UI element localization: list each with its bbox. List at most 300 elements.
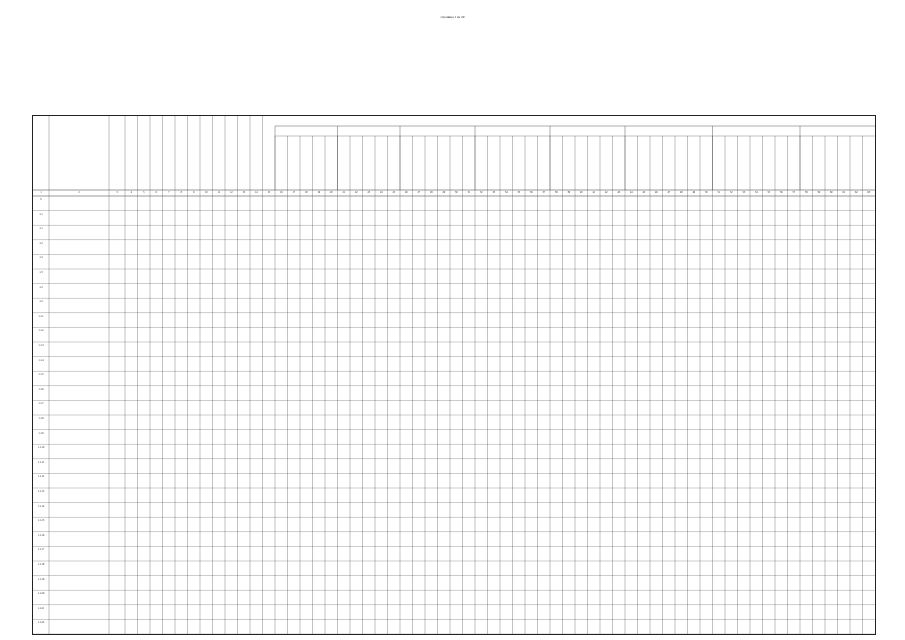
table-cell — [575, 607, 588, 619]
table-cell — [488, 563, 501, 575]
table-cell — [463, 578, 476, 590]
table-cell — [575, 446, 588, 458]
table-cell — [775, 242, 788, 254]
table-cell — [175, 286, 188, 298]
table-cell — [463, 315, 476, 327]
table-cell — [663, 198, 676, 210]
column-number: 1 — [40, 191, 42, 194]
table-cell — [413, 315, 426, 327]
table-cell — [338, 256, 351, 268]
table-cell — [375, 417, 388, 429]
table-cell — [550, 563, 563, 575]
table-cell — [825, 227, 838, 239]
table-cell — [850, 256, 863, 268]
table-cell — [800, 534, 813, 546]
table-cell — [713, 578, 726, 590]
table-cell — [800, 388, 813, 400]
table-cell — [275, 505, 288, 517]
table-cell — [175, 359, 188, 371]
table-cell — [825, 548, 838, 560]
table-cell — [763, 242, 776, 254]
table-cell — [688, 402, 701, 414]
table-cell — [588, 607, 601, 619]
table-cell — [550, 417, 563, 429]
table-cell — [800, 461, 813, 473]
table-cell — [738, 227, 751, 239]
table-cell — [425, 242, 438, 254]
table-cell — [825, 563, 838, 575]
table-cell — [538, 432, 551, 444]
table-cell — [713, 505, 726, 517]
table-cell — [163, 446, 176, 458]
table-cell — [688, 607, 701, 619]
table-cell — [388, 213, 401, 225]
table-cell — [213, 373, 226, 385]
table-cell — [850, 213, 863, 225]
table-cell — [688, 198, 701, 210]
table-cell — [700, 621, 713, 633]
table-cell — [275, 607, 288, 619]
table-cell — [363, 548, 376, 560]
table-cell — [600, 271, 613, 283]
table-cell — [450, 359, 463, 371]
table-cell — [850, 519, 863, 531]
table-cell — [263, 373, 276, 385]
table-cell — [413, 461, 426, 473]
table-cell — [475, 242, 488, 254]
table-cell — [475, 198, 488, 210]
column-header — [788, 136, 801, 190]
table-cell — [600, 534, 613, 546]
table-cell — [213, 417, 226, 429]
column-number: 38 — [554, 191, 558, 194]
table-cell — [138, 563, 151, 575]
table-cell — [138, 402, 151, 414]
table-cell — [813, 198, 826, 210]
table-cell — [863, 432, 876, 444]
table-cell — [650, 256, 663, 268]
table-cell — [163, 198, 176, 210]
table-cell — [738, 373, 751, 385]
table-cell — [200, 534, 213, 546]
table-cell — [350, 417, 363, 429]
table-cell — [200, 519, 213, 531]
table-cell — [138, 242, 151, 254]
table-cell — [363, 344, 376, 356]
table-cell — [563, 505, 576, 517]
table-cell — [700, 256, 713, 268]
table-cell — [325, 344, 338, 356]
table-cell — [838, 563, 851, 575]
row-name — [49, 212, 109, 225]
table-cell — [250, 417, 263, 429]
table-cell — [788, 315, 801, 327]
table-cell — [850, 621, 863, 633]
table-cell — [625, 592, 638, 604]
table-cell — [763, 315, 776, 327]
table-cell — [850, 373, 863, 385]
table-cell — [700, 578, 713, 590]
table-cell — [313, 329, 326, 341]
table-cell — [300, 607, 313, 619]
table-cell — [725, 388, 738, 400]
table-cell — [588, 242, 601, 254]
table-cell — [350, 402, 363, 414]
table-cell — [650, 329, 663, 341]
table-cell — [350, 432, 363, 444]
table-cell — [200, 256, 213, 268]
table-cell — [638, 592, 651, 604]
table-cell — [250, 329, 263, 341]
table-cell — [613, 578, 626, 590]
table-cell — [400, 213, 413, 225]
table-cell — [775, 373, 788, 385]
table-cell — [350, 461, 363, 473]
table-cell — [375, 402, 388, 414]
table-cell — [313, 534, 326, 546]
table-cell — [825, 242, 838, 254]
table-cell — [513, 621, 526, 633]
table-cell — [250, 315, 263, 327]
table-cell — [450, 548, 463, 560]
table-cell — [288, 329, 301, 341]
table-cell — [225, 475, 238, 487]
table-cell — [288, 592, 301, 604]
table-cell — [550, 432, 563, 444]
table-cell — [550, 461, 563, 473]
table-cell — [738, 271, 751, 283]
table-cell — [538, 271, 551, 283]
table-cell — [109, 388, 125, 400]
table-cell — [238, 475, 251, 487]
table-cell — [325, 592, 338, 604]
table-cell — [288, 373, 301, 385]
column-number: 31 — [467, 191, 471, 194]
table-cell — [688, 534, 701, 546]
table-cell — [563, 432, 576, 444]
table-cell — [825, 300, 838, 312]
table-cell — [250, 607, 263, 619]
table-cell — [388, 256, 401, 268]
table-cell — [375, 359, 388, 371]
table-cell — [600, 475, 613, 487]
column-group-header — [475, 127, 550, 136]
table-cell — [713, 373, 726, 385]
table-cell — [713, 519, 726, 531]
table-cell — [263, 446, 276, 458]
table-cell — [200, 621, 213, 633]
table-cell — [175, 548, 188, 560]
table-cell — [150, 446, 163, 458]
table-cell — [425, 256, 438, 268]
table-cell — [238, 344, 251, 356]
table-cell — [275, 300, 288, 312]
table-cell — [750, 227, 763, 239]
table-cell — [238, 359, 251, 371]
row-name — [49, 226, 109, 239]
column-number: 37 — [542, 191, 546, 194]
table-cell — [525, 198, 538, 210]
table-cell — [663, 300, 676, 312]
column-header — [475, 136, 488, 190]
table-cell — [613, 548, 626, 560]
table-cell — [325, 373, 338, 385]
table-cell — [438, 592, 451, 604]
table-cell — [700, 519, 713, 531]
table-cell — [438, 373, 451, 385]
table-cell — [225, 315, 238, 327]
table-cell — [513, 213, 526, 225]
table-cell — [813, 607, 826, 619]
table-cell — [625, 578, 638, 590]
table-cell — [725, 417, 738, 429]
table-cell — [788, 329, 801, 341]
table-cell — [863, 344, 876, 356]
table-cell — [750, 519, 763, 531]
table-cell — [563, 519, 576, 531]
column-header — [413, 136, 426, 190]
column-number: 24 — [379, 191, 383, 194]
column-header — [450, 136, 463, 190]
column-header — [838, 136, 851, 190]
table-cell — [763, 475, 776, 487]
table-cell — [550, 300, 563, 312]
table-cell — [838, 475, 851, 487]
table-cell — [825, 534, 838, 546]
table-cell — [450, 592, 463, 604]
table-cell — [313, 446, 326, 458]
table-cell — [600, 519, 613, 531]
table-cell — [338, 213, 351, 225]
table-cell — [700, 388, 713, 400]
table-cell — [488, 242, 501, 254]
table-cell — [350, 315, 363, 327]
table-cell — [538, 490, 551, 502]
column-number: 59 — [817, 191, 821, 194]
table-cell — [713, 402, 726, 414]
table-cell — [650, 198, 663, 210]
table-cell — [388, 548, 401, 560]
table-cell — [638, 402, 651, 414]
table-cell — [725, 286, 738, 298]
table-cell — [863, 592, 876, 604]
table-cell — [763, 621, 776, 633]
table-cell — [800, 621, 813, 633]
column-header — [375, 136, 388, 190]
column-header — [725, 136, 738, 190]
column-number: 5 — [143, 191, 145, 194]
table-cell — [550, 388, 563, 400]
table-cell — [250, 490, 263, 502]
table-cell — [238, 621, 251, 633]
table-cell — [388, 315, 401, 327]
table-cell — [213, 548, 226, 560]
table-cell — [413, 242, 426, 254]
table-cell — [613, 592, 626, 604]
table-cell — [488, 315, 501, 327]
table-cell — [775, 446, 788, 458]
column-header — [33, 116, 49, 190]
table-cell — [600, 621, 613, 633]
table-cell — [713, 213, 726, 225]
table-cell — [238, 315, 251, 327]
table-cell — [725, 446, 738, 458]
table-cell — [538, 242, 551, 254]
row-name — [49, 518, 109, 531]
row-code: 1.1.7 — [38, 402, 44, 406]
row-code: 1.1.14 — [37, 504, 45, 508]
table-cell — [200, 359, 213, 371]
table-cell — [738, 242, 751, 254]
table-cell — [775, 329, 788, 341]
column-header — [500, 136, 513, 190]
table-cell — [313, 548, 326, 560]
table-cell — [438, 213, 451, 225]
table-cell — [625, 286, 638, 298]
table-cell — [188, 344, 201, 356]
table-cell — [213, 505, 226, 517]
column-number: 57 — [792, 191, 796, 194]
table-cell — [163, 432, 176, 444]
table-cell — [813, 329, 826, 341]
table-cell — [788, 432, 801, 444]
table-cell — [500, 213, 513, 225]
table-cell — [638, 607, 651, 619]
table-cell — [125, 344, 138, 356]
table-cell — [863, 446, 876, 458]
table-cell — [213, 432, 226, 444]
table-cell — [638, 621, 651, 633]
table-cell — [813, 621, 826, 633]
table-cell — [825, 490, 838, 502]
table-cell — [813, 432, 826, 444]
table-cell — [238, 373, 251, 385]
table-cell — [400, 548, 413, 560]
table-cell — [109, 213, 125, 225]
row-code: 1.1 — [39, 212, 43, 216]
table-cell — [675, 402, 688, 414]
table-cell — [725, 621, 738, 633]
column-number: 29 — [442, 191, 446, 194]
column-number: 44 — [629, 191, 633, 194]
table-cell — [500, 519, 513, 531]
table-cell — [413, 329, 426, 341]
table-cell — [109, 621, 125, 633]
table-cell — [538, 344, 551, 356]
table-cell — [563, 213, 576, 225]
table-cell — [738, 198, 751, 210]
table-cell — [663, 534, 676, 546]
table-cell — [800, 198, 813, 210]
table-cell — [713, 388, 726, 400]
table-cell — [613, 490, 626, 502]
table-cell — [850, 388, 863, 400]
table-cell — [363, 388, 376, 400]
table-cell — [238, 592, 251, 604]
table-cell — [825, 359, 838, 371]
table-cell — [450, 578, 463, 590]
table-cell — [300, 548, 313, 560]
table-cell — [625, 315, 638, 327]
table-cell — [613, 271, 626, 283]
table-cell — [375, 578, 388, 590]
table-cell — [800, 213, 813, 225]
row-name — [49, 401, 109, 414]
table-cell — [750, 563, 763, 575]
table-cell — [500, 548, 513, 560]
table-cell — [225, 373, 238, 385]
column-header — [109, 116, 125, 190]
table-cell — [338, 373, 351, 385]
table-cell — [350, 607, 363, 619]
column-number: 3 — [116, 191, 118, 194]
table-cell — [263, 417, 276, 429]
table-cell — [450, 402, 463, 414]
column-group-header — [550, 127, 625, 136]
table-cell — [350, 490, 363, 502]
column-header — [188, 116, 201, 190]
table-cell — [800, 490, 813, 502]
table-cell — [288, 227, 301, 239]
table-cell — [588, 432, 601, 444]
table-cell — [250, 227, 263, 239]
table-cell — [813, 300, 826, 312]
table-cell — [713, 271, 726, 283]
row-name — [49, 620, 109, 633]
table-cell — [650, 490, 663, 502]
table-cell — [513, 607, 526, 619]
column-header — [638, 136, 651, 190]
table-cell — [425, 548, 438, 560]
table-cell — [550, 519, 563, 531]
table-cell — [388, 271, 401, 283]
table-cell — [388, 446, 401, 458]
table-cell — [288, 607, 301, 619]
table-cell — [550, 607, 563, 619]
table-cell — [600, 402, 613, 414]
table-cell — [575, 344, 588, 356]
column-header — [700, 136, 713, 190]
table-cell — [838, 213, 851, 225]
table-cell — [725, 373, 738, 385]
table-cell — [375, 563, 388, 575]
column-header — [625, 136, 638, 190]
table-cell — [663, 242, 676, 254]
table-cell — [613, 388, 626, 400]
table-cell — [513, 198, 526, 210]
table-cell — [838, 373, 851, 385]
table-cell — [663, 344, 676, 356]
table-cell — [725, 519, 738, 531]
table-cell — [150, 417, 163, 429]
table-cell — [588, 198, 601, 210]
table-cell — [600, 388, 613, 400]
table-cell — [500, 461, 513, 473]
table-cell — [150, 256, 163, 268]
column-header — [138, 116, 151, 190]
column-group-header — [338, 127, 401, 136]
table-cell — [525, 592, 538, 604]
table-cell — [263, 578, 276, 590]
table-cell — [425, 402, 438, 414]
table-cell — [575, 300, 588, 312]
table-cell — [250, 461, 263, 473]
column-number: 52 — [729, 191, 733, 194]
table-cell — [563, 578, 576, 590]
table-cell — [663, 373, 676, 385]
table-cell — [125, 213, 138, 225]
table-cell — [413, 256, 426, 268]
